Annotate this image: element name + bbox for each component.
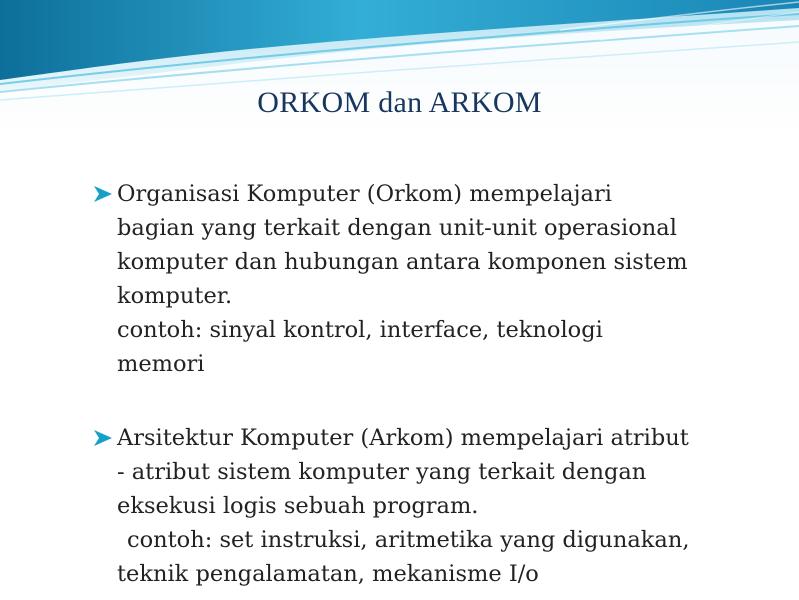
bullet-example-line: contoh: sinyal kontrol, interface, teknologi [117,317,603,343]
arrow-bullet-icon [92,428,114,448]
bullet-example-line: memori [117,351,205,377]
bullet-line: komputer. [117,283,233,309]
arrow-bullet-icon [92,184,114,204]
bullet-example-line: teknik pengalamatan, mekanisme I/o [117,561,539,587]
bullet-line: ‑ atribut sistem komputer yang terkait dengan [117,459,647,485]
bullet-line: eksekusi logis sebuah program. [117,493,479,519]
bullet-line: Organisasi Komputer (Orkom) mempelajari [117,181,612,207]
slide-title: ORKOM dan ARKOM [257,86,542,119]
bullet-orkom [92,177,772,381]
bullet-line: bagian yang terkait dengan unit‑unit operasional [117,215,677,241]
bullet-example-line: contoh: set instruksi, aritmetika yang digunakan, [127,527,690,553]
bullet-line: Arsitektur Komputer (Arkom) mempelajari atribut [117,425,689,451]
bullet-line: komputer dan hubungan antara komponen sistem [117,249,688,275]
bullet-arkom [92,421,772,591]
